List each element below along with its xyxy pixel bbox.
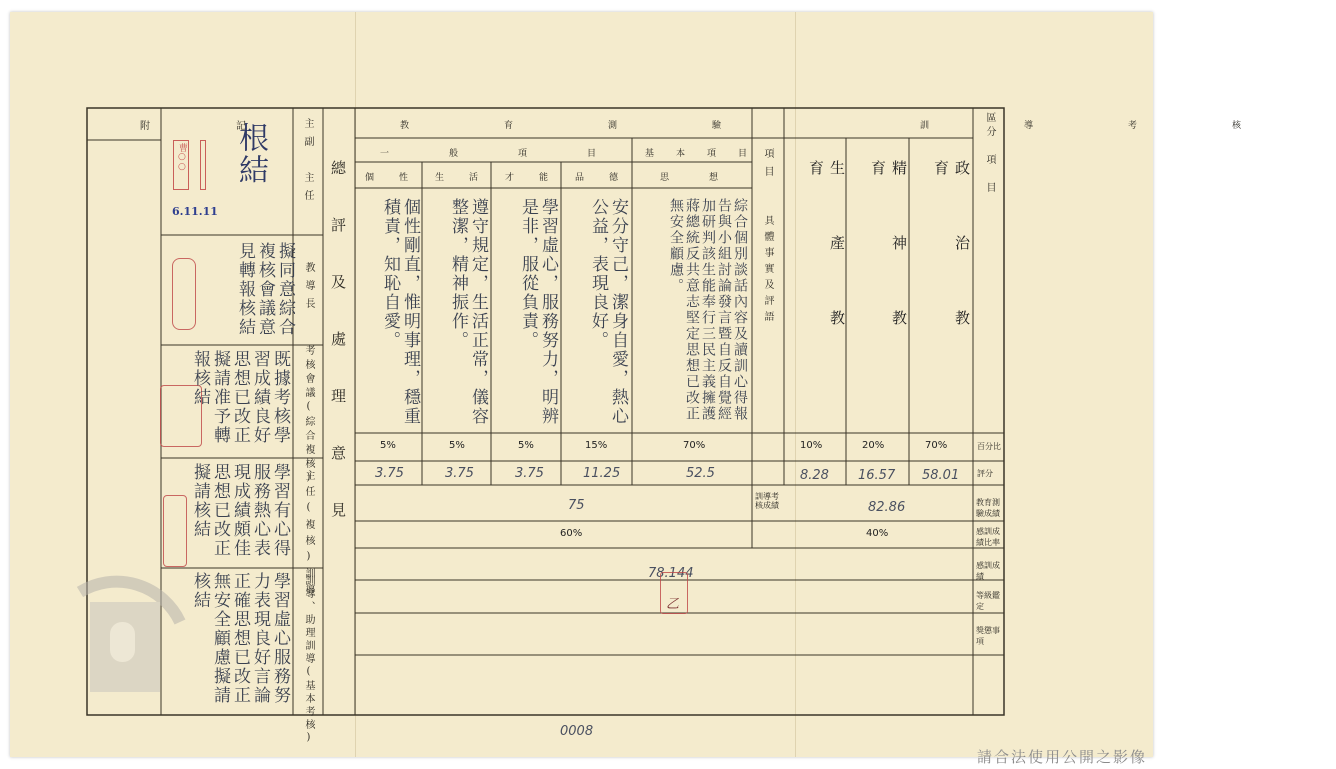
- score-thought: 52.5: [686, 466, 715, 481]
- label-grade: 等級鑑定: [976, 591, 1000, 611]
- col-header-life: 生活: [435, 173, 504, 183]
- train-total: 75: [568, 498, 585, 513]
- trainer-label: 訓導、助理訓導(基本考核): [303, 575, 314, 746]
- score-production: 8.28: [800, 468, 829, 483]
- basic-header: 基本項目: [645, 149, 770, 159]
- approval-signature: 根結: [233, 122, 268, 186]
- meeting-label: 考核會議(綜合複核): [303, 345, 314, 487]
- seal-stamp: [163, 495, 187, 567]
- date-stamp: 6.11.11: [172, 205, 218, 218]
- train-ratio: 60%: [560, 528, 583, 539]
- edu-ratio: 40%: [866, 528, 889, 539]
- pct-thought: 70%: [683, 440, 706, 451]
- page-number: 0008: [560, 724, 594, 739]
- instructor-comment: 擬同意綜合複核會議意見轉報核結: [235, 242, 295, 337]
- archive-logo-icon: [20, 572, 190, 712]
- edu-total: 82.86: [868, 500, 906, 515]
- label-percent: 百分比: [977, 442, 1001, 451]
- edu-politics: 政治教育: [932, 160, 971, 385]
- label-ratio: 感訓成績比率: [976, 527, 1000, 547]
- score-ability: 3.75: [515, 466, 544, 481]
- pct-morality: 15%: [585, 440, 608, 451]
- thought-comment: 綜合個別談話內容及讀訓心得報告與小組討論發言暨自反自覺經加研判該生能奉行三民主義擁護蔣總統反共意志堅定思想已改正無安全顧慮。: [668, 198, 748, 422]
- pct-production: 10%: [800, 440, 823, 451]
- score-spirit: 16.57: [858, 468, 896, 483]
- label-reward: 獎懲事項: [976, 626, 1000, 646]
- pct-personality: 5%: [380, 440, 396, 451]
- morality-comment: 安分守己，潔身自愛，熱心公益，表現良好。: [588, 198, 628, 426]
- pct-spirit: 20%: [862, 440, 885, 451]
- final-grade: 乙: [666, 597, 680, 612]
- label-edu-result: 教育測驗成績: [976, 498, 1000, 518]
- score-politics: 58.01: [922, 468, 960, 483]
- meeting-comment: 既據考核學習成績良好思想已改正擬請准予轉報核結: [190, 350, 290, 445]
- score-personality: 3.75: [375, 466, 404, 481]
- fact-header: 具體事實及評語: [762, 215, 773, 327]
- pct-life: 5%: [449, 440, 465, 451]
- col-header-morality: 品德: [575, 173, 644, 183]
- watermark: 請合法使用公開之影像: [976, 748, 1147, 766]
- col-header-personality: 個性: [365, 173, 434, 183]
- category-header: 區分 項 目: [984, 112, 995, 196]
- life-comment: 遵守規定，生活正常，儀容整潔，精神振作。: [448, 198, 488, 426]
- label-final: 感訓成績: [976, 561, 1000, 581]
- supervisor-label: 主副 主任: [302, 118, 313, 208]
- col-header-ability: 才能: [505, 173, 574, 183]
- label-score: 評分: [977, 469, 993, 478]
- final-score: 78.144: [648, 566, 694, 581]
- director-label: 主任(複核)訓導: [303, 470, 314, 600]
- trainer-comment: 學習虛心服務努力表現良好言論正確思想已改正無安全顧慮擬請核結: [190, 572, 290, 705]
- col-header-thought: 思想: [660, 173, 759, 183]
- score-morality: 11.25: [583, 466, 621, 481]
- pct-politics: 70%: [925, 440, 948, 451]
- edu-spirit: 精神教育: [869, 160, 908, 385]
- overall-label: 總評及處理意見: [329, 160, 347, 559]
- instructor-label: 教導長: [303, 262, 314, 316]
- director-comment: 學習有心得服務熱心表現成績頗佳思想已改正擬請核結: [190, 463, 290, 558]
- remarks-header: 附 記: [140, 121, 260, 132]
- general-header: 一般項目: [380, 149, 657, 159]
- edu-production: 生產教育: [807, 160, 846, 385]
- top-header: 教育測驗 訓導考核: [400, 121, 1336, 131]
- seal-stamp: 曹○○: [173, 140, 189, 190]
- ability-comment: 學習虛心，服務努力，明辨是非，服從負責。: [518, 198, 558, 426]
- pct-ability: 5%: [518, 440, 534, 451]
- item-column-header: 項目: [762, 148, 773, 184]
- score-life: 3.75: [445, 466, 474, 481]
- seal-stamp: [172, 258, 196, 330]
- label-train-result: 訓導考核成績: [755, 492, 779, 510]
- seal-stamp: [200, 140, 206, 190]
- personality-comment: 個性剛直，惟明事理，穩重積責，知恥自愛。: [380, 198, 420, 426]
